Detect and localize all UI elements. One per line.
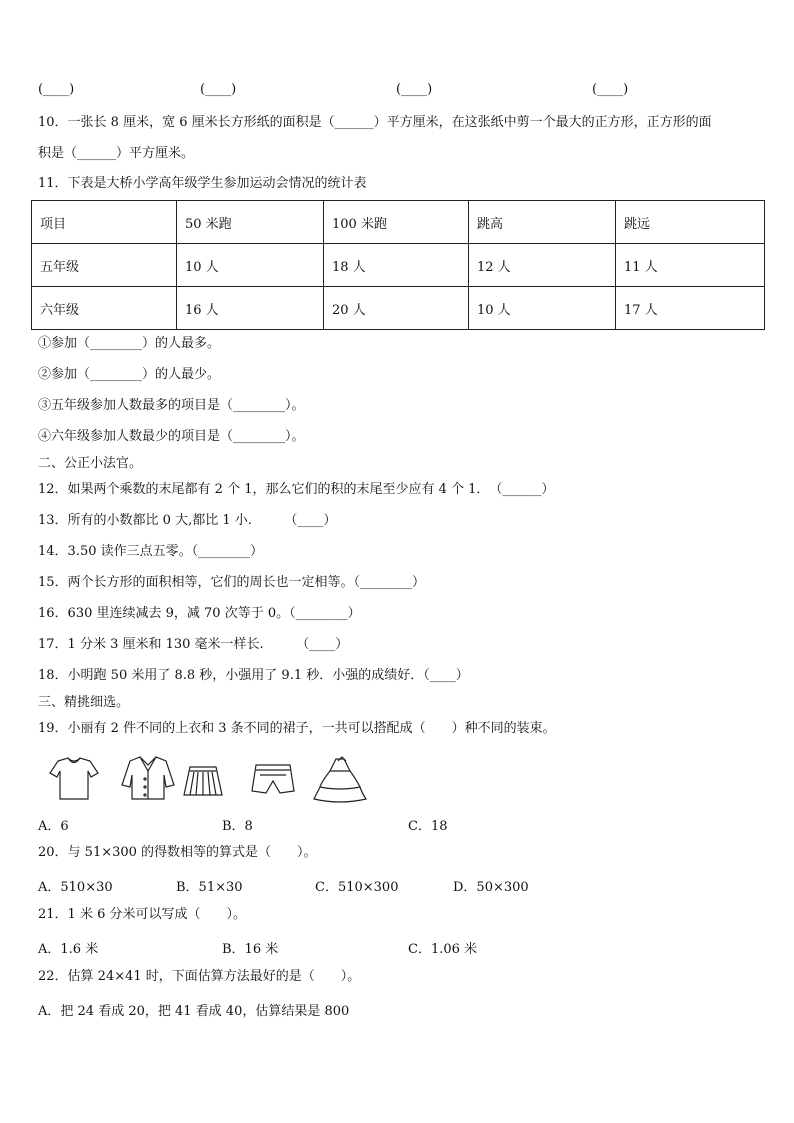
- q19-option-c[interactable]: C．18: [408, 819, 448, 834]
- short-skirt-icon: [252, 765, 294, 793]
- q21-option-a[interactable]: A．1.6 米: [38, 942, 99, 957]
- table-cell: 17 人: [616, 287, 765, 330]
- clothes-illustration: [44, 755, 374, 805]
- top-blanks-row: [0, 82, 794, 98]
- answer-blank[interactable]: (____): [38, 82, 75, 97]
- table-row: [32, 287, 765, 330]
- frilled-skirt-icon: [314, 757, 366, 802]
- q20-option-b[interactable]: B．51×30: [176, 880, 243, 895]
- table-row: [32, 244, 765, 287]
- table-cell: 11 人: [616, 244, 765, 287]
- question-11-title: 11．下表是大桥小学高年级学生参加运动会情况的统计表: [38, 176, 367, 191]
- table-cell: 12 人: [469, 244, 616, 287]
- jacket-icon: [122, 757, 174, 799]
- table-header-cell: 跳高: [469, 201, 616, 244]
- q20-option-a[interactable]: A．510×30: [38, 880, 113, 895]
- question-11-sub-4: ④六年级参加人数最少的项目是（________）。: [38, 429, 305, 444]
- question-10-line-1: 10．一张长 8 厘米，宽 6 厘米长方形纸的面积是（______）平方厘米，在这张纸中剪一个最大的正方形，正方形的面: [38, 115, 712, 130]
- q20-option-c[interactable]: C．510×300: [315, 880, 399, 895]
- answer-blank[interactable]: (____): [200, 82, 237, 97]
- question-18: 18．小明跑 50 米用了 8.8 秒，小强用了 9.1 秒．小强的成绩好．（____）: [38, 668, 469, 683]
- question-11-sub-2: ②参加（________）的人最少。: [38, 367, 221, 382]
- question-19-stem: 19．小丽有 2 件不同的上衣和 3 条不同的裙子，一共可以搭配成（ ）种不同的装束。: [38, 721, 556, 736]
- question-10-line-2: 积是（______）平方厘米。: [38, 146, 195, 161]
- table-cell: 10 人: [177, 244, 324, 287]
- table-cell: 五年级: [32, 244, 177, 287]
- table-cell: 16 人: [177, 287, 324, 330]
- q20-option-d[interactable]: D．50×300: [453, 880, 529, 895]
- question-16: 16．630 里连续减去 9，减 70 次等于 0。（________）: [38, 606, 361, 621]
- table-header-cell: 跳远: [616, 201, 765, 244]
- question-21-stem: 21．1 米 6 分米可以写成（ ）。: [38, 907, 246, 922]
- q22-option-a[interactable]: A．把 24 看成 20，把 41 看成 40，估算结果是 800: [38, 1004, 350, 1019]
- question-12: 12．如果两个乘数的末尾都有 2 个 1，那么它们的积的末尾至少应有 4 个 1． （______）: [38, 482, 555, 497]
- table-header-cell: 50 米跑: [177, 201, 324, 244]
- question-17: 17．1 分米 3 厘米和 130 毫米一样长. （____）: [38, 637, 349, 652]
- table-header-row: [32, 201, 765, 244]
- question-20-stem: 20．与 51×300 的得数相等的算式是（ ）。: [38, 845, 317, 860]
- table-cell: 20 人: [324, 287, 469, 330]
- question-14: 14．3.50 读作三点五零。（________）: [38, 544, 264, 559]
- question-22-stem: 22．估算 24×41 时，下面估算方法最好的是（ ）。: [38, 969, 361, 984]
- question-13: 13．所有的小数都比 0 大,都比 1 小. （____）: [38, 513, 337, 528]
- answer-blank[interactable]: (____): [396, 82, 433, 97]
- shirt-icon: [50, 758, 98, 799]
- q19-option-b[interactable]: B．8: [222, 819, 253, 834]
- question-11-sub-3: ③五年级参加人数最多的项目是（________）。: [38, 398, 305, 413]
- answer-blank[interactable]: (____): [592, 82, 629, 97]
- stats-table: [31, 200, 765, 330]
- pleated-skirt-icon: [184, 767, 222, 795]
- table-cell: 六年级: [32, 287, 177, 330]
- question-11-sub-1: ①参加（________）的人最多。: [38, 336, 221, 351]
- table-header-cell: 项目: [32, 201, 177, 244]
- q19-option-a[interactable]: A．6: [38, 819, 69, 834]
- table-cell: 10 人: [469, 287, 616, 330]
- section-3-heading: 三、精挑细选。: [38, 695, 130, 710]
- table-header-cell: 100 米跑: [324, 201, 469, 244]
- question-15: 15．两个长方形的面积相等，它们的周长也一定相等。（________）: [38, 575, 426, 590]
- q21-option-b[interactable]: B．16 米: [222, 942, 279, 957]
- table-cell: 18 人: [324, 244, 469, 287]
- section-2-heading: 二、公正小法官。: [38, 456, 143, 471]
- q21-option-c[interactable]: C．1.06 米: [408, 942, 478, 957]
